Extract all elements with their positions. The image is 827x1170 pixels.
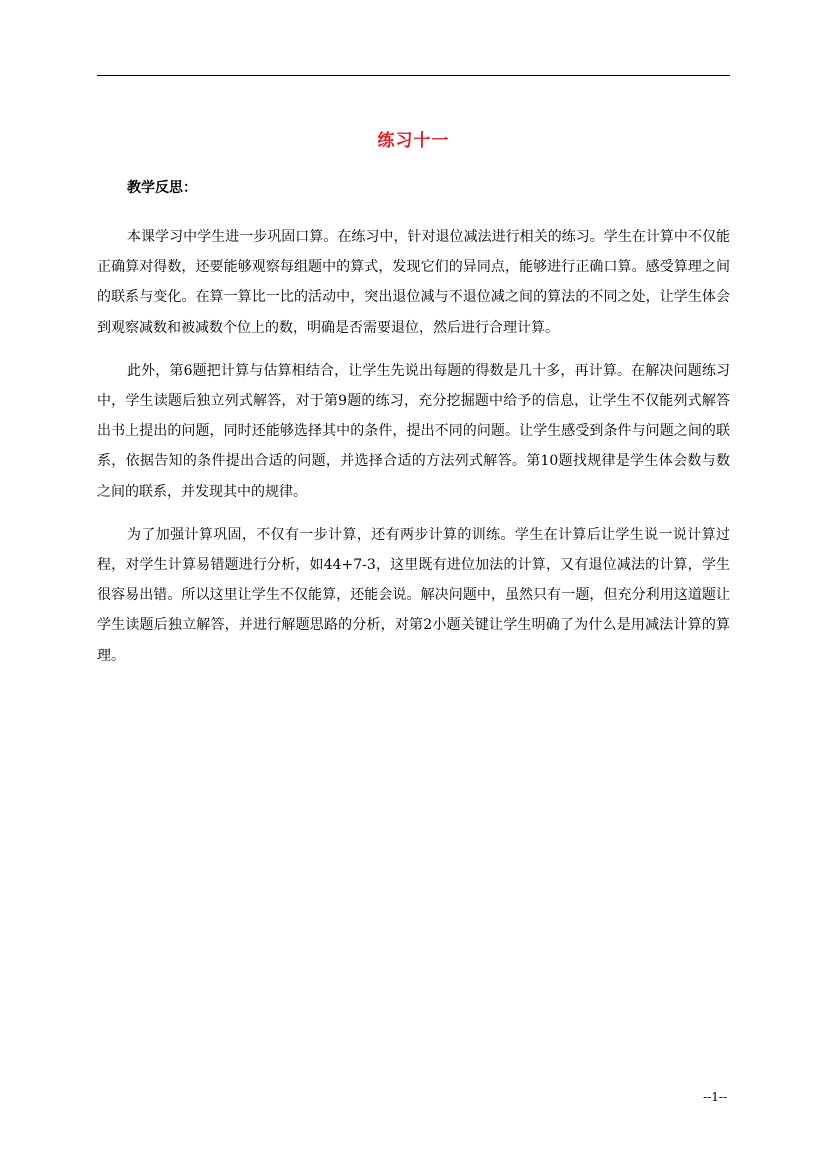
document-body bbox=[97, 222, 730, 684]
header-rule bbox=[97, 75, 730, 76]
paragraph-1: 本课学习中学生进一步巩固口算。在练习中，针对退位减法进行相关的练习。学生在计算中不仅能正确算对得数，还要能够观察每组题中的算式，发现它们的异同点，能够进行正确口算。感受算理之间的联系与变化。在算一算比一比的活动中，突出退位减与不退位减之间的算法的不同之处，让学生体会到观察减数和被减数个位上的数，明确是否需要退位，然后进行合理计算。 bbox=[97, 229, 730, 336]
section-label: 教学反思： bbox=[127, 180, 197, 196]
page-number: --1-- bbox=[703, 1090, 727, 1104]
document-title: 练习十一 bbox=[377, 131, 450, 151]
paragraph-2: 此外，第6题把计算与估算相结合，让学生先说出每题的得数是几十多，再计算。在解决问题练习中，学生读题后独立列式解答，对于第9题的练习，充分挖掘题中给予的信息，让学生不仅能列式解答出书上提出的问题，同时还能够选择其中的条件，提出不同的问题。让学生感受到条件与问题之间的联系，依据告知的条件提出合适的问题，并选择合适的方法列式解答。第10题找规律是学生体会数与数之间的联系，并发现其中的规律。 bbox=[97, 362, 730, 500]
paragraph-3: 为了加强计算巩固，不仅有一步计算，还有两步计算的训练。学生在计算后让学生说一说计算过程，对学生计算易错题进行分析，如44+7-3，这里既有进位加法的计算，又有退位减法的计算，学生很容易出错。所以这里让学生不仅能算，还能会说。解决问题中，虽然只有一题，但充分利用这道题让学生读题后独立解答，并进行解题思路的分析，对第2小题关键让学生明确了为什么是用减法计算的算理。 bbox=[97, 526, 730, 664]
